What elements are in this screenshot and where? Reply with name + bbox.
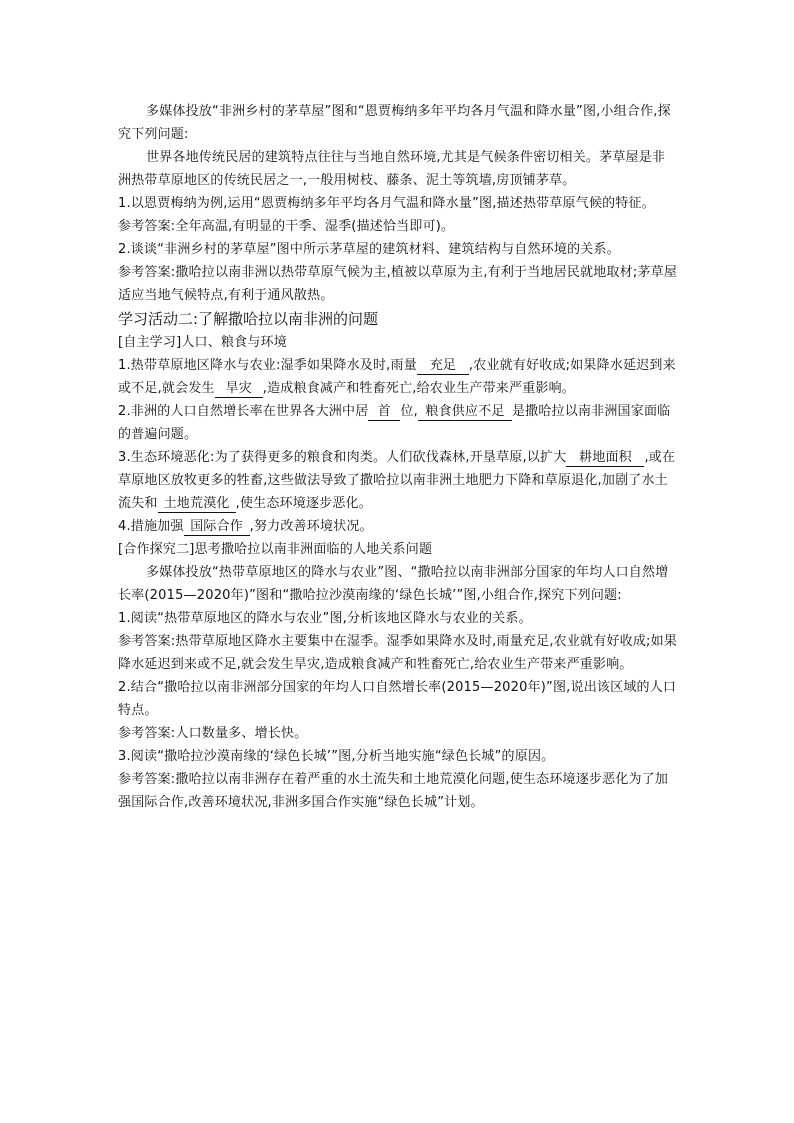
explore-answer-2: 参考答案:人口数量多、增长快。 — [118, 726, 308, 741]
explore-2-heading: [合作探究二]思考撒哈拉以南非洲面临的人地关系问题 — [118, 542, 433, 557]
fill-text: ,或在草原地区放牧更多的牲畜,这些做法导致了撒哈拉以南非洲土地肥力下降和草原退化,加剧了水土流失和 — [118, 450, 676, 511]
fill-text: 位, — [400, 404, 418, 419]
fill-text: ,农业就有好收成;如果降水延迟到来或不足,就会发生 — [118, 358, 676, 396]
fill-text: ,使生态环境逐步恶化。 — [235, 496, 372, 511]
explore-question-3: 3.阅读“撒哈拉沙漠南缘的‘绿色长城’”图,分析当地实施“绿色长城”的原因。 — [118, 749, 555, 764]
answer-2: 参考答案:撒哈拉以南非洲以热带草原气候为主,植被以草原为主,有利于当地居民就地取材;茅草屋适应当地气候特点,有利于通风散热。 — [118, 265, 678, 303]
fill-text: 3.生态环境恶化:为了获得更多的粮食和肉类。人们砍伐森林,开垦草原,以扩大 — [118, 450, 567, 465]
fill-text: 是撒哈拉以南非洲国家面临的普遍问题。 — [118, 404, 671, 442]
explore-answer-1: 参考答案:热带草原地区降水主要集中在湿季。湿季如果降水及时,雨量充足,农业就有好收成;如果降水延迟到来或不足,就会发生旱灾,造成粮食减产和牲畜死亡,给农业生产带来严重影响。 — [118, 634, 678, 672]
fill-item-4 — [118, 515, 678, 538]
fill-blank-answer: 耕地面积 — [566, 449, 644, 467]
fill-blank-answer: 首 — [368, 403, 400, 421]
self-study-heading: [自主学习]人口、粮食与环境 — [118, 335, 287, 350]
fill-blank-answer: 充足 — [417, 357, 469, 375]
fill-text: ,努力改善环境状况。 — [249, 519, 373, 534]
fill-item-3 — [118, 446, 678, 515]
fill-text: 2.非洲的人口自然增长率在世界各大洲中居 — [118, 404, 369, 419]
fill-item-2 — [118, 400, 678, 446]
explore-2-intro: 多媒体投放“热带草原地区的降水与农业”图、“撒哈拉以南非洲部分国家的年均人口自然增长率(2015—2020年)”图和“撒哈拉沙漠南缘的‘绿色长城’”图,小组合作,探究下列问题: — [118, 565, 669, 603]
question-1: 1.以恩贾梅纳为例,运用“恩贾梅纳多年平均各月气温和降水量”图,描述热带草原气候的特征。 — [118, 196, 655, 211]
fill-blank-answer: 国际合作 — [184, 518, 250, 536]
fill-text: ,造成粮食减产和牲畜死亡,给农业生产带来严重影响。 — [262, 381, 575, 396]
activity-2-heading: 学习活动二:了解撒哈拉以南非洲的问题 — [118, 310, 379, 328]
fill-text: 4.措施加强 — [118, 519, 184, 534]
fill-item-1 — [118, 354, 678, 400]
explore-question-2: 2.结合“撒哈拉以南非洲部分国家的年均人口自然增长率(2015—2020年)”图,说出该区域的人口特点。 — [118, 680, 677, 718]
fill-blank-answer: 土地荒漠化 — [158, 495, 236, 513]
question-2: 2.谈谈“非洲乡村的茅草屋”图中所示茅草屋的建筑材料、建筑结构与自然环境的关系。 — [118, 242, 620, 257]
intro-paragraph-2: 世界各地传统民居的建筑特点往往与当地自然环境,尤其是气候条件密切相关。茅草屋是非洲热带草原地区的传统民居之一,一般用树枝、藤条、泥土等筑墙,房顶铺茅草。 — [118, 150, 666, 188]
fill-text: 1.热带草原地区降水与农业:湿季如果降水及时,雨量 — [118, 358, 417, 373]
document-page — [118, 100, 678, 814]
fill-blank-answer: 粮食供应不足 — [418, 403, 512, 421]
explore-question-1: 1.阅读“热带草原地区的降水与农业”图,分析该地区降水与农业的关系。 — [118, 611, 532, 626]
intro-paragraph-1: 多媒体投放“非洲乡村的茅草屋”图和“恩贾梅纳多年平均各月气温和降水量”图,小组合作,探究下列问题: — [118, 104, 671, 142]
answer-1: 参考答案:全年高温,有明显的干季、湿季(描述恰当即可)。 — [118, 219, 455, 234]
explore-answer-3: 参考答案:撒哈拉以南非洲存在着严重的水土流失和土地荒漠化问题,使生态环境逐步恶化为了加强国际合作,改善环境状况,非洲多国合作实施“绿色长城”计划。 — [118, 772, 669, 810]
fill-blank-answer: 旱灾 — [215, 380, 263, 398]
